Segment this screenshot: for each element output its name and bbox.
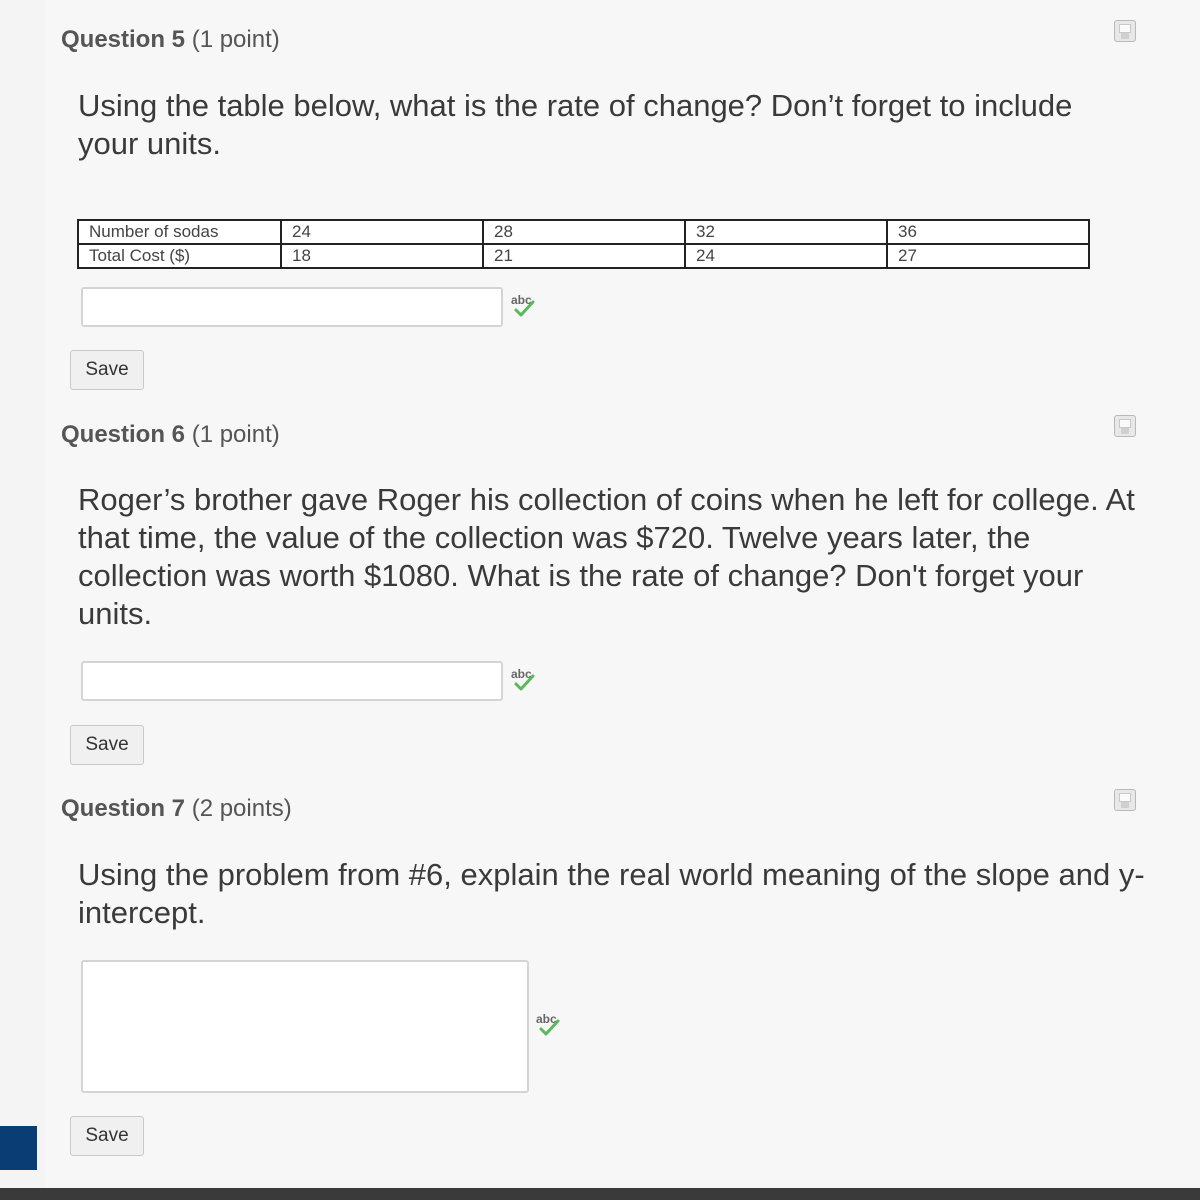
question-7-text: Using the problem from #6, explain the real world meaning of the slope and y-intercept. xyxy=(78,857,1145,930)
question-6-points: (1 point) xyxy=(191,421,280,448)
question-6-floppy-disk-icon[interactable] xyxy=(1114,415,1136,437)
table-cell: Number of sodas xyxy=(78,220,281,244)
question-6-text: Roger’s brother gave Roger his collection of coins when he left for college. At that time, the value of the collection was $720. Twelve years later, the collection was worth $1080. What is the rate of change? Don't forget your units. xyxy=(78,482,1135,631)
table-cell: 24 xyxy=(685,244,887,268)
table-cell: 27 xyxy=(887,244,1089,268)
nav-accent-tab[interactable] xyxy=(0,1126,37,1170)
table-cell: 18 xyxy=(281,244,483,268)
question-5-points: (1 point) xyxy=(191,26,280,53)
question-6-number: Question 6 xyxy=(61,421,186,448)
question-6-answer-input[interactable] xyxy=(81,661,503,701)
soda-cost-table xyxy=(77,219,1090,269)
table-cell: 24 xyxy=(281,220,483,244)
question-5-header xyxy=(61,26,280,54)
table-row xyxy=(78,244,1089,268)
spellcheck-label: abc xyxy=(511,667,532,681)
question-7-answer-textarea[interactable] xyxy=(81,960,529,1093)
question-6-header xyxy=(61,421,280,449)
check-icon xyxy=(511,293,541,319)
bottom-bar xyxy=(0,1188,1200,1200)
table-row xyxy=(78,220,1089,244)
left-strip xyxy=(0,0,36,1188)
table-cell: 21 xyxy=(483,244,685,268)
question-5-text: Using the table below, what is the rate of change? Don’t forget to include your units. xyxy=(78,88,1073,161)
table-cell: 28 xyxy=(483,220,685,244)
question-7-number: Question 7 xyxy=(61,795,186,822)
question-7-save-button[interactable]: Save xyxy=(70,1116,144,1156)
question-5-floppy-disk-icon[interactable] xyxy=(1114,20,1136,42)
table-cell: 36 xyxy=(887,220,1089,244)
table-cell: 32 xyxy=(685,220,887,244)
check-icon xyxy=(511,667,541,693)
question-7-header xyxy=(61,795,292,823)
check-icon xyxy=(536,1012,566,1038)
question-5-save-button[interactable]: Save xyxy=(70,350,144,390)
question-5-spellcheck-icon[interactable] xyxy=(511,293,541,319)
question-6-spellcheck-icon[interactable] xyxy=(511,667,541,693)
spellcheck-label: abc xyxy=(536,1012,557,1026)
question-5-answer-input[interactable] xyxy=(81,287,503,327)
question-7-floppy-disk-icon[interactable] xyxy=(1114,789,1136,811)
question-7-spellcheck-icon[interactable] xyxy=(536,1012,566,1038)
question-5-number: Question 5 xyxy=(61,26,186,53)
question-6-save-button[interactable]: Save xyxy=(70,725,144,765)
table-cell: Total Cost ($) xyxy=(78,244,281,268)
spellcheck-label: abc xyxy=(511,293,532,307)
question-7-points: (2 points) xyxy=(191,795,292,822)
